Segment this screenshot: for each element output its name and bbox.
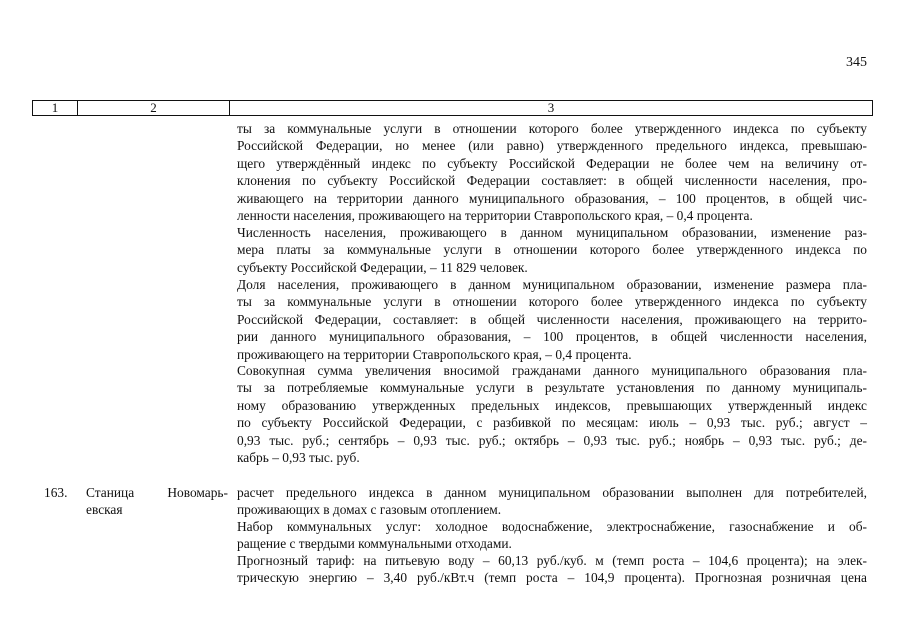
text-line: ращение с твердыми коммунальными отходами. [237, 536, 512, 552]
text-line: проживающего на территории Ставропольского края, – 0,4 процента. [237, 346, 632, 362]
text-line: ты за потребляемые коммунальные услуги в результате установления по данному муниципаль- [237, 380, 867, 396]
text-line: Прогнозный тариф: на питьевую воду – 60,13 руб./куб. м (темп роста – 104,6 процента); на элек- [237, 553, 867, 568]
continued-paragraph-2 [237, 224, 867, 276]
text-line: субъекту Российской Федерации, – 11 829 человек. [237, 259, 528, 275]
text-line: Российской Федерации, но менее (или равно) утвержденного предельного индекса, превышаю- [237, 138, 867, 154]
continued-paragraph-3 [237, 276, 867, 363]
text-line: Доля населения, проживающего в данном муниципальном образовании, изменение размера пла- [237, 277, 867, 292]
entry-name-line: Станица Новомарь- [86, 485, 228, 500]
entry-paragraph-3 [237, 552, 867, 587]
text-line: ты за коммунальные услуги в отношении которого более утвержденного индекса по субъекту [237, 294, 867, 310]
column-header-1: 1 [33, 101, 78, 115]
text-line: мера платы за коммунальные услуги в отношении которого более утвержденного индекса по [237, 242, 867, 258]
text-line: 0,93 тыс. руб.; сентябрь – 0,93 тыс. руб.; октябрь – 0,93 тыс. руб.; ноябрь – 0,93 тыс. руб.; де- [237, 432, 867, 448]
text-line: живающего на территории данного муниципального образования, – 100 процентов, в общей чис- [237, 190, 867, 206]
text-line: Совокупная сумма увеличения вносимой гражданами данного муниципального образования пла- [237, 363, 867, 378]
column-header-3: 3 [547, 100, 555, 115]
text-line: кабрь – 0,93 тыс. руб. [237, 450, 360, 466]
text-line: клонения по субъекту Российской Федерации составляет: в общей численности населения, про- [237, 173, 867, 189]
text-line: проживающих в домах с газовым отоплением. [237, 502, 502, 518]
text-line: ленности населения, проживающего на территории Ставропольского края, – 0,4 процента. [237, 208, 753, 224]
text-line: щего утверждённый индекс по субъекту Российской Федерации не более чем на величину от- [237, 155, 867, 171]
continued-paragraph-4 [237, 362, 867, 466]
text-line: расчет предельного индекса в данном муниципальном образовании выполнен для потребителей, [237, 485, 867, 500]
text-line: по субъекту Российской Федерации, с разбивкой по месяцам: июль – 0,93 тыс. руб.; август – [237, 415, 867, 431]
text-line: трическую энергию – 3,40 руб./кВт.ч (темп роста – 104,9 процента). Прогнозная розничная цена [237, 570, 867, 586]
column-header-2: 2 [78, 101, 230, 115]
entry-paragraph-1 [237, 484, 867, 519]
entry-name-line: евская [86, 502, 123, 518]
text-line: Набор коммунальных услуг: холодное водоснабжение, электроснабжение, газоснабжение и об- [237, 519, 867, 534]
text-line: ты за коммунальные услуги в отношении которого более утвержденного индекса по субъекту [237, 121, 867, 136]
text-line: Численность населения, проживающего в данном муниципальном образовании, изменение раз- [237, 225, 867, 240]
text-line: Российской Федерации, составляет: в общей численности населения, проживающего на террито- [237, 311, 867, 327]
text-line: ному образованию утвержденных предельных индексов, превышающих утвержденный индекс [237, 397, 867, 413]
continued-paragraph-1 [237, 120, 867, 224]
entry-name [86, 484, 228, 519]
text-line: рии данного муниципального образования, – 100 процентов, в общей численности населения, [237, 329, 867, 345]
column-header-row [32, 100, 873, 116]
entry-paragraph-2 [237, 518, 867, 553]
page-number: 345 [846, 55, 867, 70]
entry-number: 163. [44, 485, 68, 500]
